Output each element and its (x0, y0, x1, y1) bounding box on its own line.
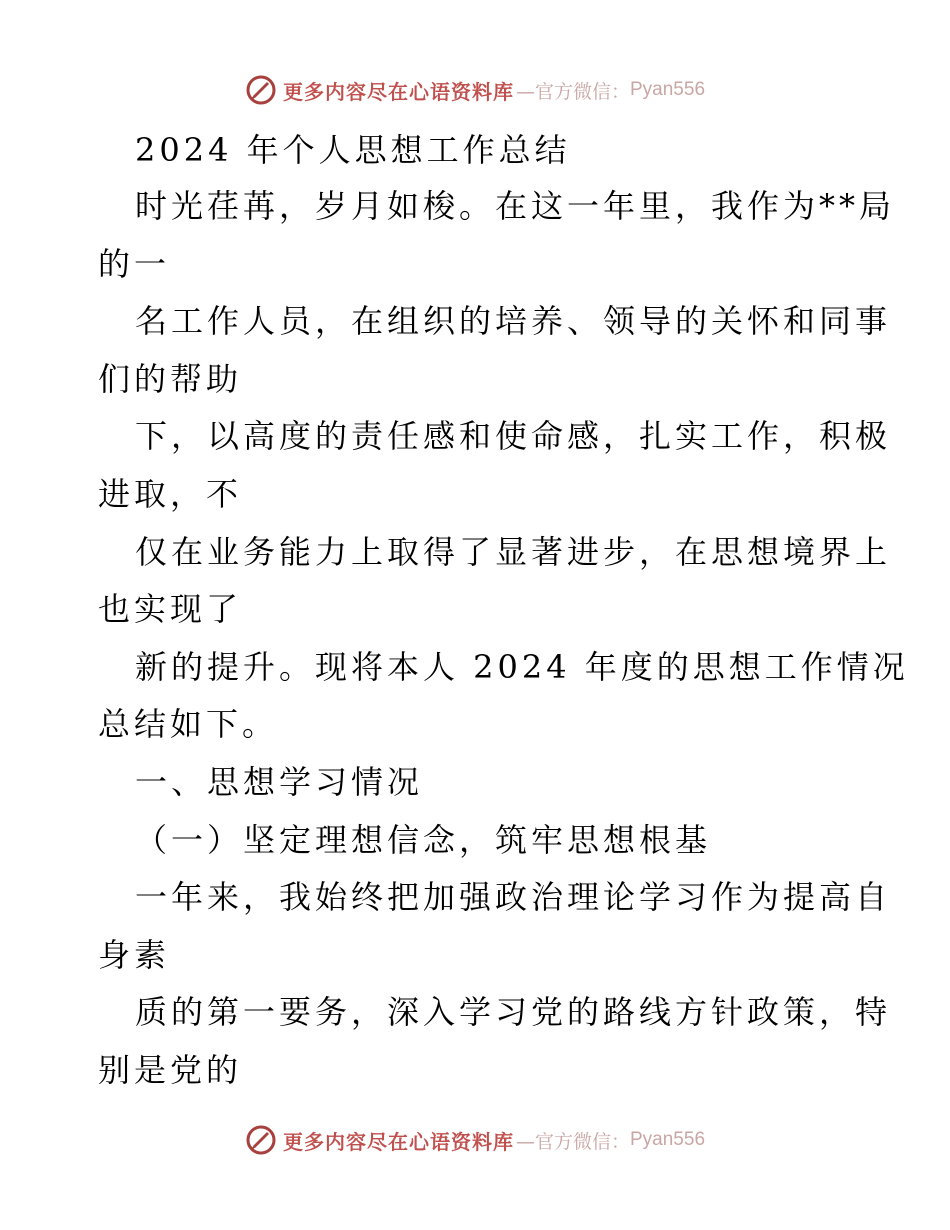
paragraph-line: 们的帮助 (98, 360, 243, 398)
watermark-wechat-id: Pyan556 (630, 79, 706, 100)
quill-logo-icon (245, 74, 277, 106)
paragraph-line: 一年来，我始终把加强政治理论学习作为提高自 (135, 878, 892, 916)
header-watermark (0, 70, 950, 110)
paragraph-line: 名工作人员，在组织的培养、领导的关怀和同事 (135, 302, 892, 340)
paragraph-line: 时光荏苒，岁月如梭。在这一年里，我作为**局 (135, 187, 896, 225)
paragraph-line: 质的第一要务，深入学习党的路线方针政策，特 (135, 993, 892, 1031)
paragraph-line: 别是党的 (98, 1051, 243, 1089)
paragraph-line: 进取，不 (98, 475, 243, 513)
subsection-heading: （一）坚定理想信念，筑牢思想根基 (135, 821, 712, 859)
paragraph-line: 仅在业务能力上取得了显著进步，在思想境界上 (135, 533, 892, 571)
watermark-brand: 更多内容尽在心语资料库 (282, 79, 514, 104)
watermark-separator: —官方微信： (515, 80, 630, 103)
document-title: 2024 年个人思想工作总结 (135, 131, 571, 169)
watermark-brand: 更多内容尽在心语资料库 (282, 1129, 514, 1154)
paragraph-line: 身素 (98, 936, 171, 974)
paragraph-line: 下，以高度的责任感和使命感，扎实工作，积极 (135, 417, 892, 455)
paragraph-line: 总结如下。 (98, 705, 279, 743)
watermark-separator: —官方微信： (515, 1130, 630, 1153)
paragraph-line: 也实现了 (98, 590, 243, 628)
watermark-wechat-id: Pyan556 (630, 1129, 706, 1150)
section-heading: 一、思想学习情况 (135, 763, 424, 801)
paragraph-line: 新的提升。现将本人 2024 年度的思想工作情况 (135, 648, 909, 686)
quill-logo-icon (245, 1124, 277, 1156)
paragraph-line: 的一 (98, 245, 171, 283)
footer-watermark (0, 1120, 950, 1160)
